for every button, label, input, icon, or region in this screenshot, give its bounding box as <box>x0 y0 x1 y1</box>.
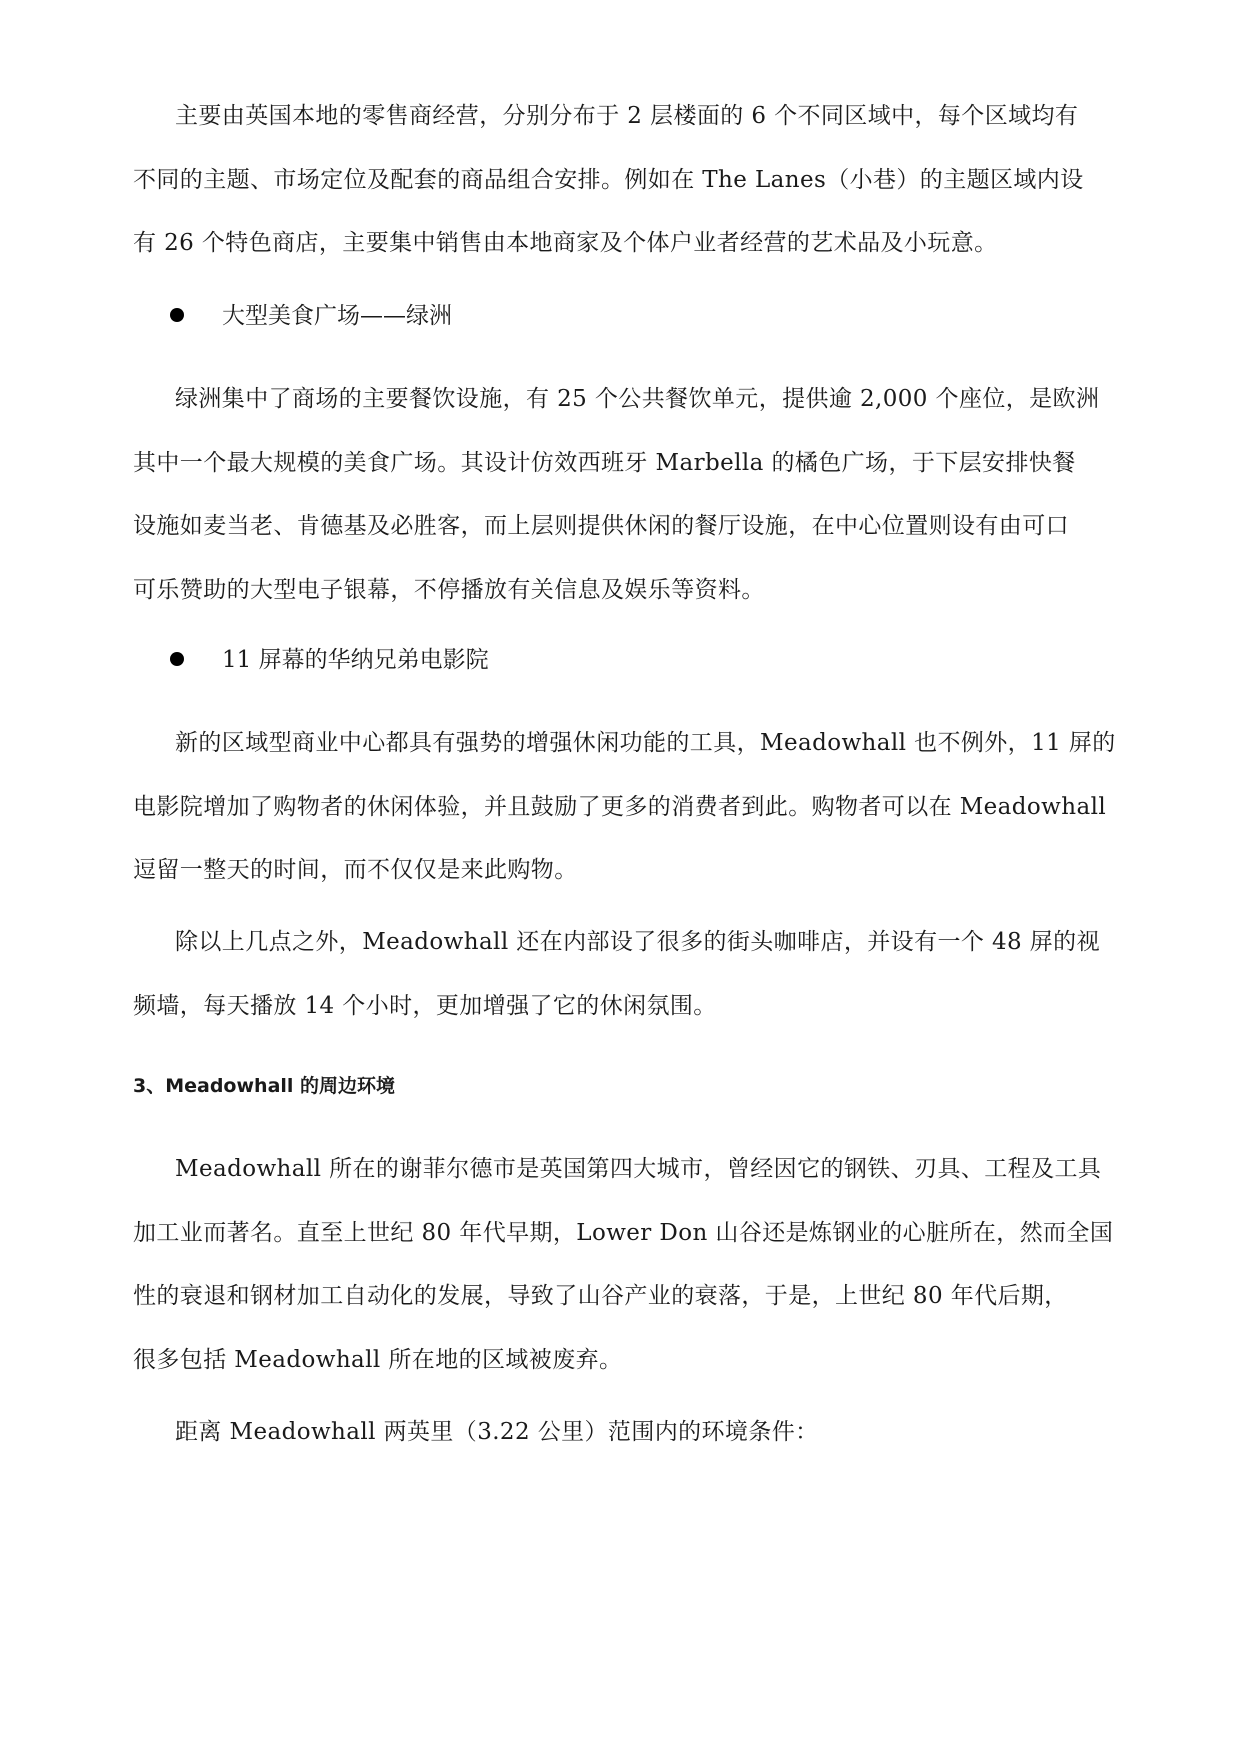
paragraph-line: 不同的主题、市场定位及配套的商品组合安排。例如在 The Lanes（小巷）的主题区域内设 <box>133 166 1084 193</box>
paragraph-sheffield <box>133 1138 1123 1392</box>
bullet-label: 11 屏幕的华纳兄弟电影院 <box>222 647 489 673</box>
paragraph-line: 设施如麦当老、肯德基及必胜客，而上层则提供休闲的餐厅设施，在中心位置则设有由可口 <box>133 513 1069 539</box>
paragraph-line: 有 26 个特色商店，主要集中销售由本地商家及个体户业者经营的艺术品及小玩意。 <box>133 230 998 256</box>
paragraph-line: 频墙，每天播放 14 个小时，更加增强了它的休闲氛围。 <box>133 992 717 1019</box>
paragraph-environment <box>133 1401 1123 1465</box>
bullet-dot-icon <box>170 652 184 666</box>
paragraph-line: 逗留一整天的时间，而不仅仅是来此购物。 <box>133 857 578 883</box>
section-heading: 3、Meadowhall 的周边环境 <box>133 1075 396 1097</box>
paragraph-line: 可乐赞助的大型电子银幕，不停播放有关信息及娱乐等资料。 <box>133 576 765 603</box>
paragraph-line: 性的衰退和钢材加工自动化的发展，导致了山谷产业的衰落，于是，上世纪 80 年代后期， <box>133 1283 1068 1309</box>
paragraph-video-wall <box>133 911 1123 1038</box>
paragraph-line: 电影院增加了购物者的休闲体验，并且鼓励了更多的消费者到此。购物者可以在 Meadowhall <box>133 793 1107 820</box>
bullet-cinema <box>170 645 489 675</box>
paragraph-cinema <box>133 712 1123 903</box>
paragraph-line: 加工业而著名。直至上世纪 80 年代早期，Lower Don 山谷还是炼钢业的心脏所在，然而全国 <box>133 1219 1114 1246</box>
bullet-food-court <box>170 301 452 331</box>
paragraph-line: 主要由英国本地的零售商经营，分别分布于 2 层楼面的 6 个不同区域中，每个区域均有 <box>175 103 1079 129</box>
paragraph-line: 除以上几点之外，Meadowhall 还在内部设了很多的街头咖啡店，并设有一个 48 屏的视 <box>175 929 1100 955</box>
bullet-dot-icon <box>170 308 184 322</box>
paragraph-line: 新的区域型商业中心都具有强势的增强休闲功能的工具，Meadowhall 也不例外，11 屏的 <box>175 730 1116 756</box>
paragraph-line: 绿洲集中了商场的主要餐饮设施，有 25 个公共餐饮单元，提供逾 2,000 个座位，是欧洲 <box>175 386 1100 412</box>
bullet-label: 大型美食广场——绿洲 <box>222 303 452 329</box>
paragraph-line: Meadowhall 所在的谢菲尔德市是英国第四大城市，曾经因它的钢铁、刃具、工程及工具 <box>175 1156 1102 1182</box>
paragraph-line: 距离 Meadowhall 两英里（3.22 公里）范围内的环境条件： <box>175 1419 819 1445</box>
paragraph-line: 其中一个最大规模的美食广场。其设计仿效西班牙 Marbella 的橘色广场，于下层安排快餐 <box>133 449 1076 476</box>
paragraph-retail-zones <box>133 85 1123 276</box>
paragraph-line: 很多包括 Meadowhall 所在地的区域被废弃。 <box>133 1346 623 1373</box>
paragraph-oasis <box>133 368 1123 622</box>
